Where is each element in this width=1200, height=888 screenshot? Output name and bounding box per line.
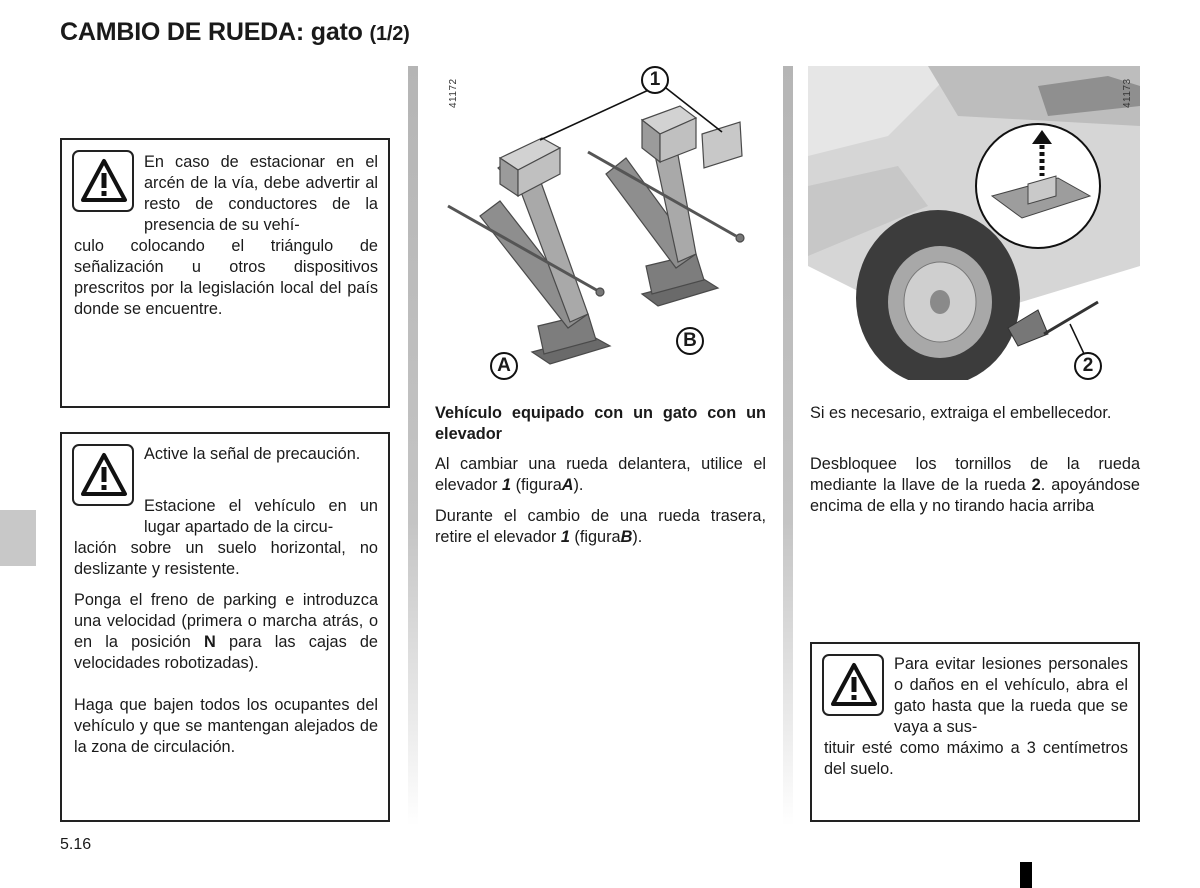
warning-2-p2-bold: N [204,633,216,651]
middle-p2-letter: B [620,528,633,546]
page-edge-marker [1020,862,1032,888]
warning-box-parking [60,432,390,822]
callout-b: B [676,327,704,355]
warning-2-line-1: Active la señal de precaución. [144,445,361,463]
middle-p1-mid: (figura [515,476,562,494]
figure-reference-right: 41173 [1122,78,1133,108]
warning-2-line-2-rest: lación sobre un suelo horizontal, no deslizante y resistente. [74,539,378,578]
middle-paragraph-2 [435,506,766,548]
jack-b-drawing [588,106,744,306]
title-main: CAMBIO DE RUEDA: gato [60,18,363,46]
right-p2-num: 2 [1031,476,1041,494]
column-divider-left [408,66,418,826]
warning-triangle-icon [72,444,134,506]
right-paragraph-1: Si es necesario, extraiga el embellecedor. [810,404,1112,422]
jack-illustration [420,66,772,380]
warning-3-text-wrap: Para evitar lesiones personales o daños en el vehículo, abra el gato hasta que la rueda que se vaya a sus- [894,655,1128,736]
middle-paragraph-1 [435,454,766,496]
warning-3-text-rest: tituir esté como máximo a 3 centímetros del suelo. [824,739,1128,778]
warning-2-paragraph-3: Haga que bajen todos los ocupantes del vehículo y que se mantengan alejados de la zona de circulación. [74,696,378,756]
middle-p2-text: Durante el cambio de una rueda trasera, retire el elevador [435,507,766,546]
middle-p2-end: ). [632,528,643,546]
right-paragraph-2 [810,454,1140,517]
page-number: 5.16 [60,836,92,853]
column-divider-right [783,66,793,826]
warning-2-paragraph-2 [74,590,378,674]
warning-box-hazard [60,138,390,408]
callout-1: 1 [641,66,669,94]
warning-2-p2-text: Ponga el freno de parking e introduzca una velocidad (primera o marcha atrás, o en la posición [74,591,378,651]
callout-a: A [490,352,518,380]
middle-p2-mid: (figura [574,528,621,546]
section-tab [0,510,36,566]
warning-box-jack-height [810,642,1140,822]
middle-p1-end: ). [573,476,584,494]
warning-2-line-2: Estacione el vehículo en un lugar apartado de la circu- [144,497,378,536]
warning-1-text-rest: culo colocando el triángulo de señalización u otros dispositivos prescritos por la legislación local del país donde se encuentre. [74,237,378,318]
figure-reference-left: 41172 [448,78,459,108]
warning-triangle-icon [822,654,884,716]
warning-triangle-icon [72,150,134,212]
middle-p2-num: 1 [560,528,570,546]
warning-1-text-wrap: En caso de estacionar en el arcén de la vía, debe advertir al resto de conductores de la presencia de su vehí- [144,153,378,234]
title-suffix: (1/2) [369,23,410,45]
vehicle-wheel-illustration [808,66,1140,380]
callout-2: 2 [1074,352,1102,380]
middle-p1-letter: A [561,476,574,494]
jack-a-drawing [448,138,610,364]
page-title [60,18,410,47]
middle-heading: Vehículo equipado con un gato con un elevador [435,404,766,443]
middle-p1-text: Al cambiar una rueda delantera, utilice el elevador [435,455,766,494]
warning-2-p2-end: para las cajas de velocidades robotizadas). [74,633,378,672]
right-p2-end: . apoyándose encima de ella y no tirando hacia arriba [810,476,1140,515]
middle-p1-num: 1 [502,476,512,494]
right-p2-text: Desbloquee los tornillos de la rueda mediante la llave de la rueda [810,455,1140,494]
